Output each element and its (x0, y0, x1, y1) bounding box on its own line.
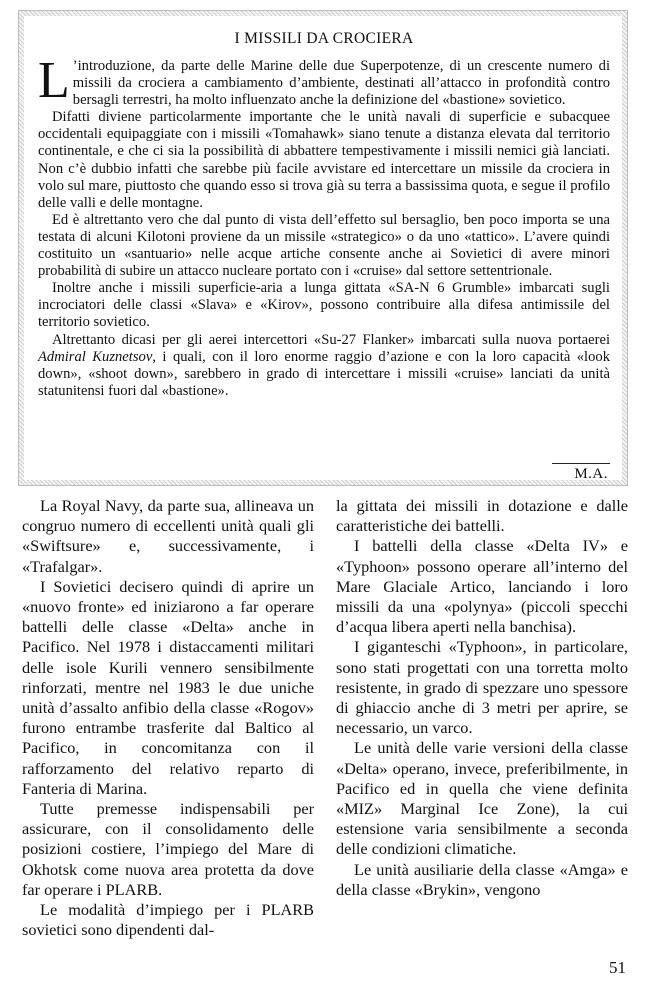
right-paragraph-3: Le unità delle varie versioni della classe «Delta» operano, invece, preferibilmente, in Pacifico ed in quella che viene definita «MIZ» Marginal Ice Zone), la cui estensione varia sensibilmente a seconda delle condizioni climatiche. (336, 738, 628, 859)
signature-rule (552, 463, 610, 464)
left-paragraph-3: Tutte premesse indispensabili per assicurare, con il consolidamento delle posizioni costiere, l’impiego del Mare di Okhotsk come nuova area protetta da dove far operare i PLARB. (22, 799, 314, 899)
body-columns (22, 496, 628, 956)
right-paragraph-4: Le unità ausiliarie della classe «Amga» e della classe «Brykin», vengono (336, 859, 628, 899)
sidebar-box-content (24, 16, 622, 480)
sidebar-title: I MISSILI DA CROCIERA (234, 30, 414, 47)
sidebar-paragraph-1 (38, 52, 610, 109)
right-column (336, 496, 628, 956)
sidebar-paragraph-1-text: ’introduzione, da parte delle Marine delle due Superpotenze, di un crescente numero di missili da crociera a cambiamento d’ambiente, destinati all’attacco in profondità contro bersagli terrestri, ha molto influenzato anche la definizione del «bastione» sovietico. (72, 58, 610, 109)
left-paragraph-1: La Royal Navy, da parte sua, allineava un congruo numero di eccellenti unità quali gli «Swiftsure» e, successivamente, i «Trafalgar». (22, 496, 314, 576)
right-continuation: la gittata dei missili in dotazione e dalle caratteristiche dei battelli. (336, 496, 628, 536)
left-paragraph-2: I Sovietici decisero quindi di aprire un «nuovo fronte» ed iniziarono a far operare battelli delle classe «Delta» anche in Pacifico. Nel 1978 i distaccamenti militari delle isole Kurili vennero sensibilmente rinforzati, mentre nel 1983 le due uniche unità d’assalto anfibio della classe «Rogov» furono entrambe trasferite dal Baltico al Pacifico, in concomitanza con il rafforzamento del relativo reparto di Fanteria di Marina. (22, 576, 314, 798)
author-signature: M.A. (574, 466, 608, 482)
sidebar-paragraph-2: Difatti diviene particolarmente importante che le unità navali di superficie e subacquee occidentali equipaggiate con i missili «Tomahawk» siano tenute a distanza elevata dal territorio continentale, e che ci sia la possibilità di abbattere tempestivamente i missili nemici già lanciati. Non c’è dubbio infatti che sarebbe più facile avvistare ed intercettare un missile da crociera in volo sul mare, piuttosto che quando esso si trova già su terra a bassissima quota, e segue il profilo delle valli e delle montagne. (38, 109, 610, 211)
sidebar-paragraph-3: Ed è altrettanto vero che dal punto di vista dell’effetto sul bersaglio, ben poco importa se una testata di alcuni Kilotoni proviene da un missile «strategico» o da uno «tattico». L’avere quindi costituito un «santuario» nelle acque artiche consente anche ai Sovietici di avere minori probabilità di subire un attacco nucleare portato con i «cruise» dal settore settentrionale. (38, 211, 610, 280)
ship-name: Admiral Kuznetsov (38, 348, 153, 365)
sidebar-paragraph-5 (38, 332, 610, 400)
right-paragraph-2: I giganteschi «Typhoon», in particolare, sono stati progettati con una torretta molto resistente, in grado di spezzare uno spessore di ghiaccio anche di 3 metri per aprire, se necessario, un varco. (336, 637, 628, 738)
sidebar-paragraph-5-start: Altrettanto dicasi per gli aerei intercettori «Su-27 Flanker» imbarcati sulla nuova portaerei (52, 331, 610, 348)
sidebar-paragraph-5-end: , i quali, con il loro enorme raggio d’azione e con la loro capacità «look down», «shoot down», sarebbero in grado di intercettare i missili «cruise» lanciati da unità statunitensi fuori dal «bastione». (38, 348, 611, 399)
drop-cap: L (38, 52, 70, 109)
sidebar-paragraph-4: Inoltre anche i missili superficie-aria a lunga gittata «SA-N 6 Grumble» imbarcati sugli incrociatori delle classi «Slava» e «Kirov», possono contribuire alla difesa antimissile del territorio sovietico. (38, 280, 610, 331)
left-column (22, 496, 314, 956)
left-paragraph-4: Le modalità d’impiego per i PLARB sovietici sono dipendenti dal- (22, 900, 314, 940)
right-paragraph-1: I battelli della classe «Delta IV» e «Typhoon» possono operare all’interno del Mare Glaciale Artico, lanciando i loro missili da una «polynya» (piccoli specchi d’acqua libera aperti nella banchisa). (336, 536, 628, 637)
sidebar-box (18, 10, 628, 486)
page-number: 51 (609, 958, 626, 977)
